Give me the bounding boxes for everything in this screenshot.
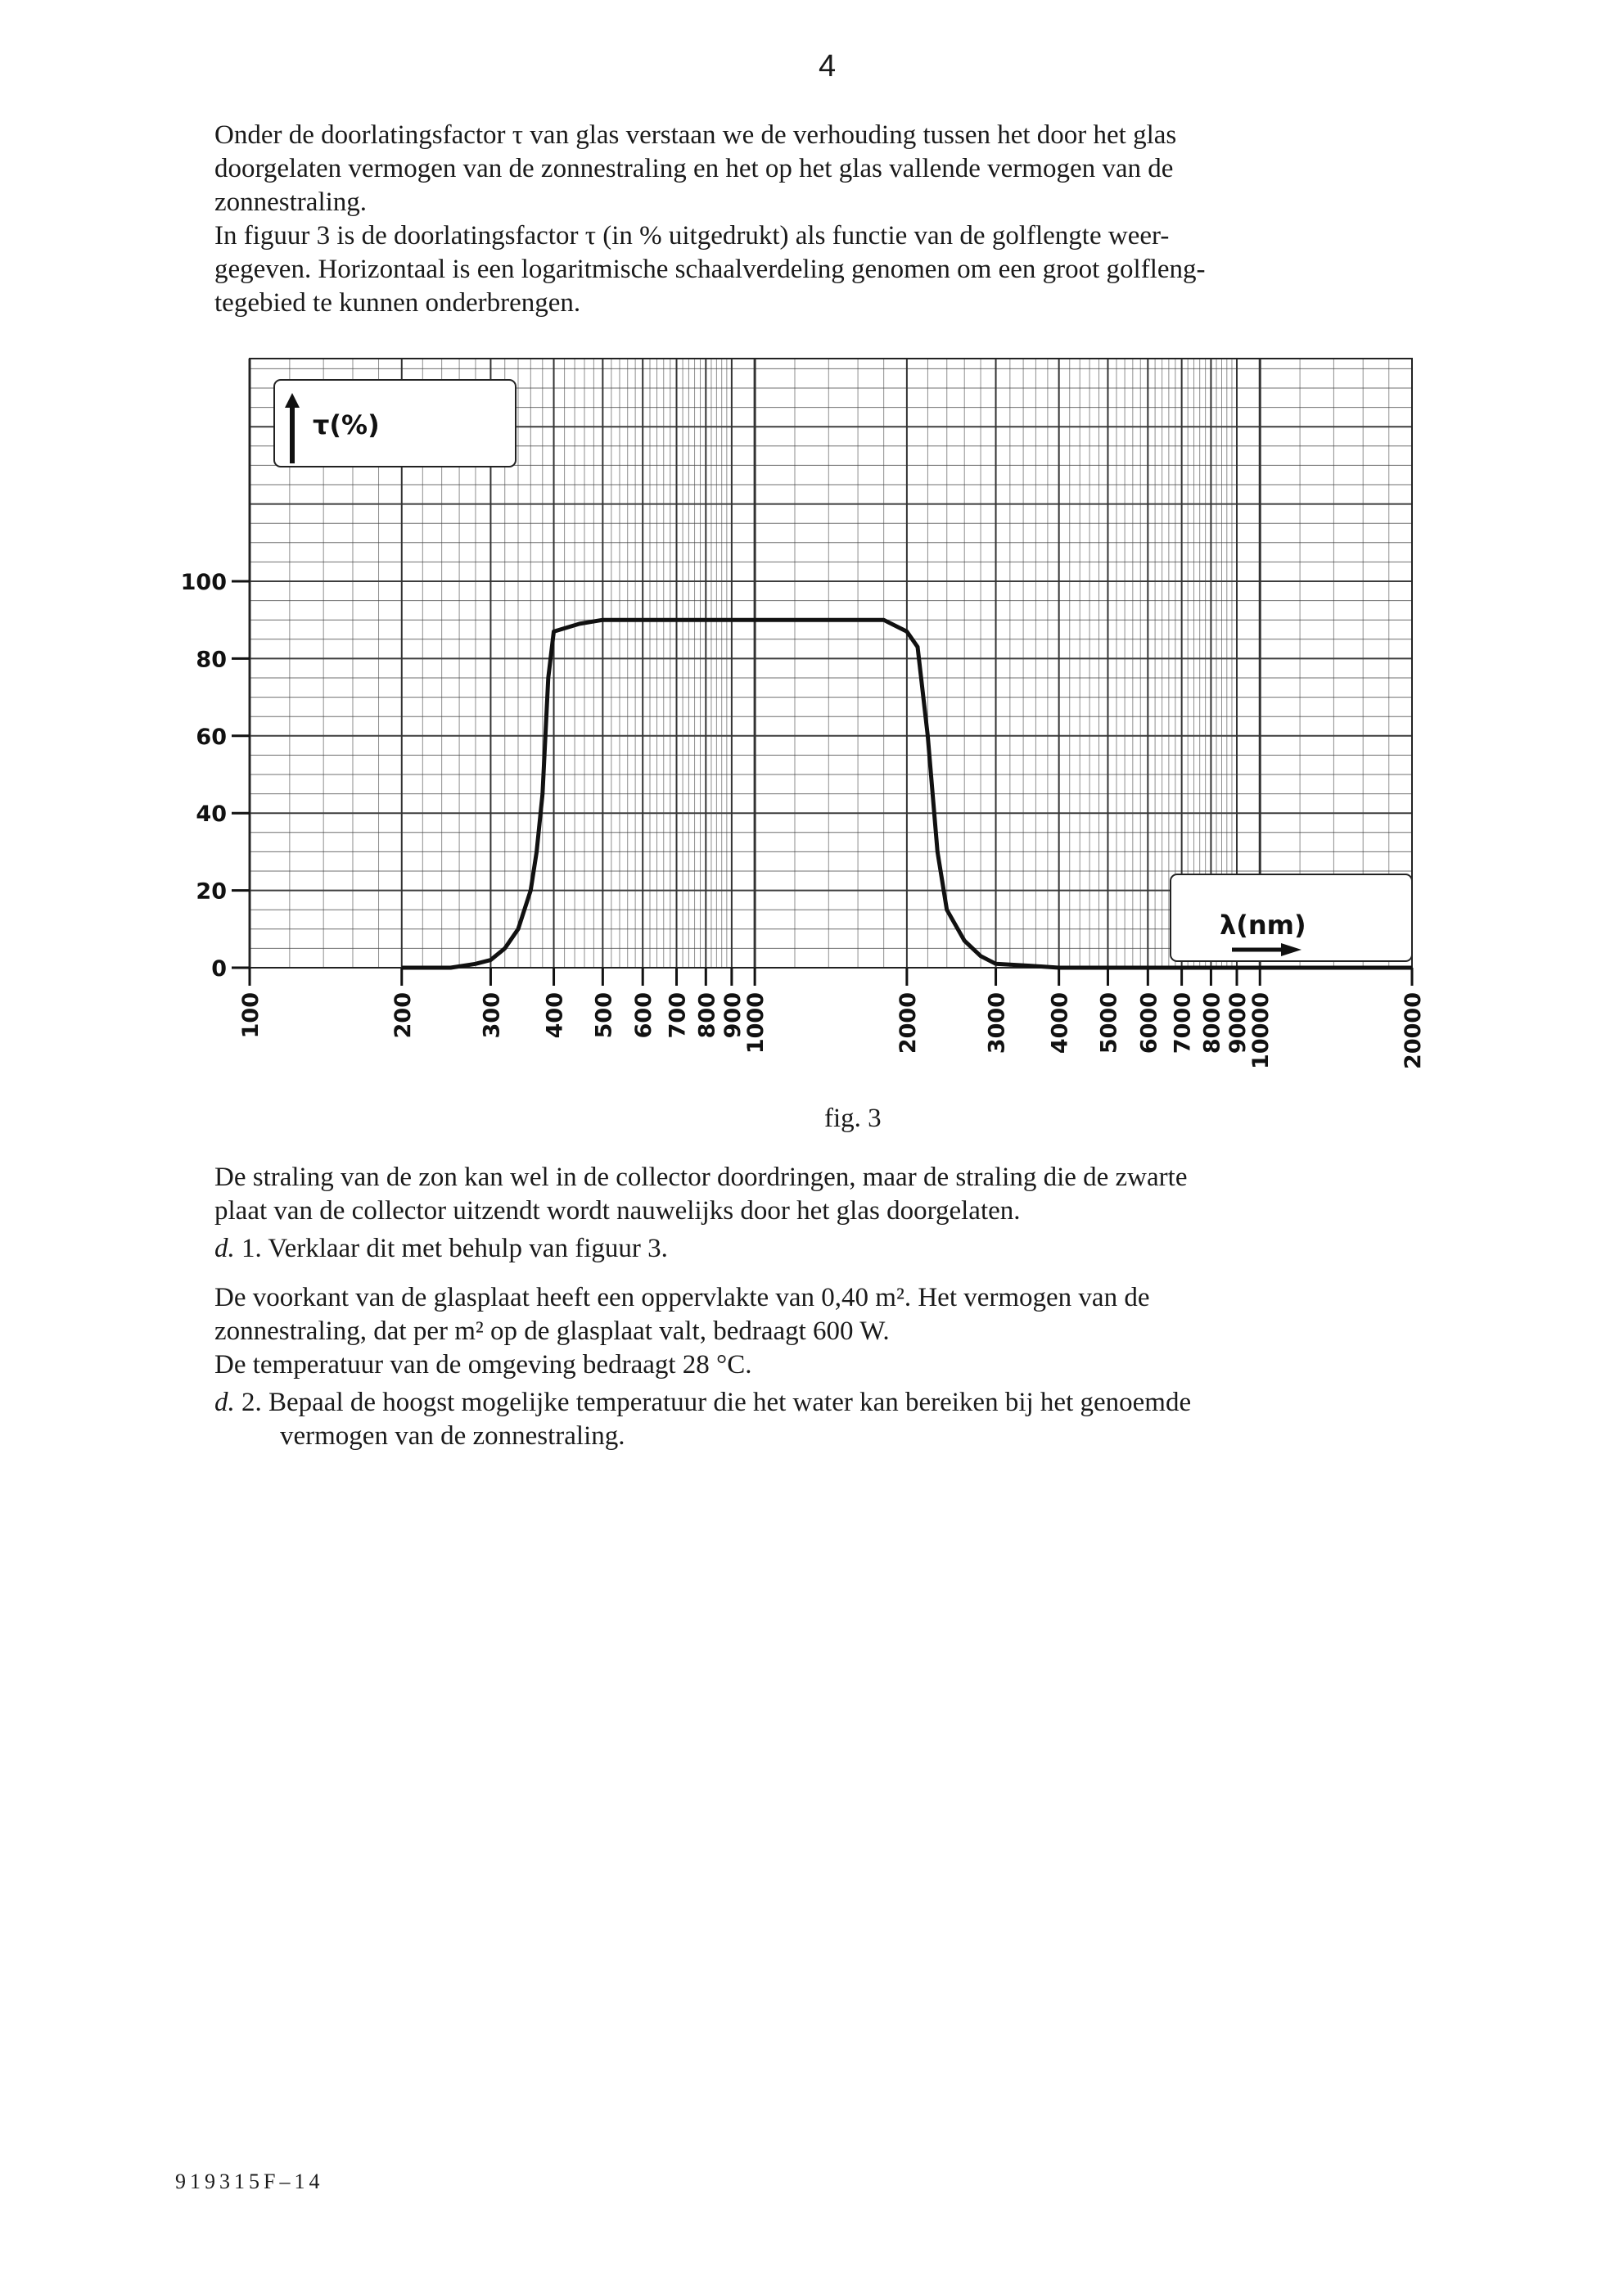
body-line: De voorkant van de glasplaat heeft een oppervlakte van 0,40 m². Het vermogen van de [214,1283,1150,1312]
x-tick-label: 20000 [1401,992,1426,1069]
body-line: De straling van de zon kan wel in de collector doordringen, maar de straling die de zwarte [214,1163,1188,1192]
x-tick-label: 400 [542,992,568,1039]
x-tick-label: 700 [665,992,691,1039]
y-tick-label: 20 [196,878,227,905]
x-tick-label: 200 [390,992,416,1039]
x-tick-label: 600 [631,992,657,1039]
question-text-continued: vermogen van de zonnestraling. [280,1421,625,1451]
question-number: 2. [241,1388,262,1417]
page-number: 4 [819,49,837,84]
x-tick-label: 500 [591,992,617,1039]
y-label-box [274,380,516,467]
x-tick-label: 1000 [743,992,769,1054]
x-tick-label: 100 [238,992,264,1039]
question-d2 [214,1386,1410,1453]
y-label-box-rect [274,380,516,467]
x-tick-label: 5000 [1096,992,1122,1054]
transmission-chart [0,0,1624,1146]
x-tick-label: 4000 [1047,992,1073,1054]
body-paragraph-3 [214,1281,1410,1382]
intro-line: zonnestraling. [214,187,368,217]
x-tick-label: 2000 [895,992,921,1054]
x-tick-label: 6000 [1136,992,1162,1054]
question-d1 [214,1232,668,1266]
x-tick-label: 7000 [1170,992,1196,1054]
body-line: De temperatuur van de omgeving bedraagt 28 °C. [214,1350,752,1380]
question-text: Bepaal de hoogst mogelijke temperatuur die het water kan bereiken bij het genoemde [268,1388,1192,1417]
question-text: Verklaar dit met behulp van figuur 3. [268,1234,668,1263]
intro-line: Onder de doorlatingsfactor τ van glas verstaan we de verhouding tussen het door het glas [214,120,1177,150]
question-label: d. [214,1388,235,1417]
x-axis-label: λ(nm) [1220,910,1306,941]
x-tick-label: 8000 [1199,992,1225,1054]
y-axis-label: τ(%) [313,409,380,440]
footer-code: 919315F–14 [175,2170,324,2193]
intro-line: In figuur 3 is de doorlatingsfactor τ (in % uitgedrukt) als functie van de golflengte weer- [214,221,1170,251]
body-line: plaat van de collector uitzendt wordt nauwelijks door het glas doorgelaten. [214,1196,1021,1226]
intro-line: doorgelaten vermogen van de zonnestraling en het op het glas vallende vermogen van de [214,154,1174,183]
y-tick-label: 40 [196,802,227,828]
body-paragraph-2 [214,1161,1410,1228]
question-label: d. [214,1234,235,1263]
x-tick-label: 3000 [984,992,1010,1054]
question-number: 1. [241,1234,262,1263]
figure-caption: fig. 3 [824,1104,882,1133]
x-tick-label: 900 [720,992,746,1039]
intro-line: tegebied te kunnen onderbrengen. [214,288,581,318]
x-tick-label: 300 [479,992,505,1039]
x-tick-label: 9000 [1225,992,1251,1054]
y-tick-label: 60 [196,724,227,750]
x-label-box [1171,874,1412,961]
x-tick-label: 800 [694,992,720,1039]
y-tick-labels [181,570,227,982]
x-tick-label: 10000 [1248,992,1274,1069]
x-tick-labels [238,968,1426,1069]
y-tick-label: 0 [211,956,227,982]
y-tick-label: 80 [196,647,227,673]
y-tick-label: 100 [180,570,227,595]
intro-line: gegeven. Horizontaal is een logaritmische schaalverdeling genomen om een groot golfleng- [214,255,1206,284]
body-line: zonnestraling, dat per m² op de glasplaat valt, bedraagt 600 W. [214,1316,890,1346]
